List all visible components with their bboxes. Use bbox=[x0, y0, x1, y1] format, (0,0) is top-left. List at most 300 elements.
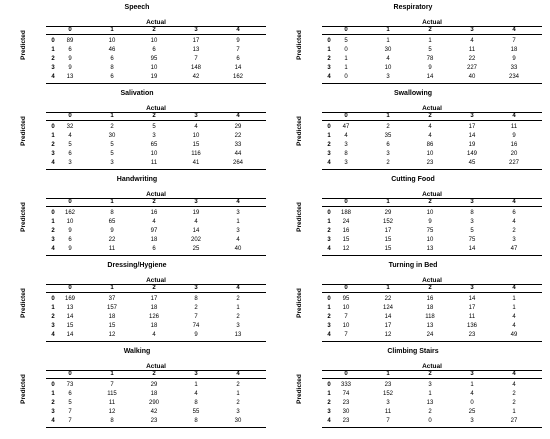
matrix-cell: 3 bbox=[344, 160, 348, 166]
confusion-matrix-panel bbox=[8, 261, 266, 343]
matrix-cell: 4 bbox=[512, 323, 516, 329]
matrix-cell: 17 bbox=[468, 124, 476, 130]
matrix-cell: 4 bbox=[512, 382, 516, 388]
matrix-cell: 17 bbox=[192, 38, 200, 44]
matrix-cell: 1 bbox=[470, 382, 474, 388]
matrix-cell: 47 bbox=[342, 124, 350, 130]
matrix-cell: 2 bbox=[236, 400, 240, 406]
matrix-cell: 7 bbox=[194, 56, 198, 62]
matrix-cell: 264 bbox=[232, 160, 243, 166]
matrix-cell: 2 bbox=[236, 296, 240, 302]
matrix-cell: 8 bbox=[110, 210, 114, 216]
matrix-cell: 13 bbox=[234, 332, 242, 338]
matrix-cell: 15 bbox=[66, 323, 74, 329]
matrix-cell: 18 bbox=[108, 314, 116, 320]
matrix-cell: 0 bbox=[344, 74, 348, 80]
confusion-matrix-panel bbox=[8, 3, 266, 85]
matrix-cell: 5 bbox=[68, 142, 72, 148]
matrix-cell: 42 bbox=[192, 74, 200, 80]
predicted-class-label: 4 bbox=[51, 332, 55, 338]
actual-class-header: 1 bbox=[386, 27, 390, 33]
predicted-class-label: 1 bbox=[51, 305, 55, 311]
matrix-cell: 188 bbox=[340, 210, 351, 216]
matrix-cell: 20 bbox=[510, 151, 518, 157]
matrix-cell: 7 bbox=[194, 314, 198, 320]
matrix-cell: 8 bbox=[194, 296, 198, 302]
matrix-cell: 3 bbox=[110, 160, 114, 166]
actual-class-header: 0 bbox=[344, 27, 348, 33]
predicted-class-label: 2 bbox=[51, 228, 55, 234]
actual-class-header: 1 bbox=[110, 371, 114, 377]
predicted-class-label: 4 bbox=[327, 246, 331, 252]
predicted-class-label: 4 bbox=[51, 418, 55, 424]
predicted-axis-label: Predicted bbox=[20, 374, 27, 404]
matrix-cell: 9 bbox=[68, 246, 72, 252]
matrix-cell: 2 bbox=[386, 160, 390, 166]
confusion-matrix-panel bbox=[284, 175, 542, 257]
actual-class-header: 1 bbox=[386, 371, 390, 377]
matrix-cell: 14 bbox=[66, 314, 74, 320]
matrix-cell: 4 bbox=[152, 219, 156, 225]
matrix-cell: 7 bbox=[386, 418, 390, 424]
matrix-cell: 6 bbox=[68, 151, 72, 157]
matrix-cell: 14 bbox=[468, 246, 476, 252]
matrix-cell: 13 bbox=[426, 323, 434, 329]
matrix-cell: 78 bbox=[426, 56, 434, 62]
predicted-class-label: 1 bbox=[51, 133, 55, 139]
matrix-cell: 4 bbox=[236, 237, 240, 243]
header-rule bbox=[46, 292, 266, 293]
matrix-cell: 3 bbox=[344, 142, 348, 148]
matrix-cell: 10 bbox=[426, 237, 434, 243]
header-rule bbox=[322, 120, 542, 121]
predicted-class-label: 0 bbox=[51, 382, 55, 388]
matrix-cell: 10 bbox=[150, 65, 158, 71]
matrix-cell: 22 bbox=[108, 237, 116, 243]
matrix-cell: 2 bbox=[512, 400, 516, 406]
matrix-cell: 22 bbox=[468, 56, 476, 62]
predicted-class-label: 2 bbox=[51, 314, 55, 320]
matrix-cell: 32 bbox=[66, 124, 74, 130]
matrix-cell: 27 bbox=[510, 418, 518, 424]
matrix-cell: 22 bbox=[384, 296, 392, 302]
matrix-cell: 1 bbox=[512, 409, 516, 415]
actual-class-header: 2 bbox=[428, 113, 432, 119]
matrix-cell: 45 bbox=[468, 160, 476, 166]
matrix-cell: 11 bbox=[108, 246, 116, 252]
header-rule bbox=[46, 34, 266, 35]
matrix-cell: 1 bbox=[386, 38, 390, 44]
predicted-axis-label: Predicted bbox=[296, 288, 303, 318]
panel-title: Speech bbox=[124, 4, 150, 11]
actual-axis-label: Actual bbox=[146, 191, 166, 198]
matrix-cell: 5 bbox=[110, 151, 114, 157]
matrix-cell: 6 bbox=[152, 47, 156, 53]
matrix-cell: 5 bbox=[68, 400, 72, 406]
predicted-class-label: 4 bbox=[327, 332, 331, 338]
matrix-cell: 162 bbox=[232, 74, 243, 80]
predicted-class-label: 2 bbox=[51, 142, 55, 148]
matrix-cell: 6 bbox=[110, 74, 114, 80]
predicted-class-label: 2 bbox=[327, 56, 331, 62]
predicted-class-label: 2 bbox=[327, 400, 331, 406]
matrix-cell: 7 bbox=[68, 409, 72, 415]
matrix-cell: 16 bbox=[510, 142, 518, 148]
matrix-cell: 30 bbox=[234, 418, 242, 424]
matrix-cell: 95 bbox=[150, 56, 158, 62]
matrix-cell: 1 bbox=[236, 305, 240, 311]
matrix-cell: 18 bbox=[150, 391, 158, 397]
matrix-cell: 126 bbox=[148, 314, 159, 320]
matrix-cell: 4 bbox=[194, 391, 198, 397]
matrix-cell: 6 bbox=[68, 391, 72, 397]
predicted-class-label: 0 bbox=[327, 38, 331, 44]
table-bottom-rule bbox=[46, 169, 266, 170]
actual-class-header: 2 bbox=[152, 285, 156, 291]
actual-axis-label: Actual bbox=[422, 105, 442, 112]
matrix-cell: 11 bbox=[468, 47, 476, 53]
predicted-class-label: 3 bbox=[327, 65, 331, 71]
actual-class-header: 4 bbox=[512, 285, 516, 291]
actual-class-header: 3 bbox=[470, 371, 474, 377]
matrix-cell: 14 bbox=[468, 133, 476, 139]
matrix-cell: 10 bbox=[342, 305, 350, 311]
actual-class-header: 0 bbox=[344, 285, 348, 291]
actual-class-header: 2 bbox=[428, 371, 432, 377]
matrix-cell: 14 bbox=[66, 332, 74, 338]
actual-axis-label: Actual bbox=[146, 277, 166, 284]
predicted-class-label: 2 bbox=[51, 56, 55, 62]
matrix-cell: 8 bbox=[110, 65, 114, 71]
matrix-cell: 0 bbox=[344, 47, 348, 53]
matrix-cell: 3 bbox=[236, 228, 240, 234]
matrix-cell: 10 bbox=[150, 38, 158, 44]
matrix-cell: 16 bbox=[150, 210, 158, 216]
actual-class-header: 3 bbox=[470, 285, 474, 291]
matrix-cell: 9 bbox=[428, 65, 432, 71]
predicted-class-label: 4 bbox=[51, 246, 55, 252]
matrix-cell: 3 bbox=[386, 400, 390, 406]
matrix-cell: 1 bbox=[194, 382, 198, 388]
predicted-axis-label: Predicted bbox=[20, 116, 27, 146]
matrix-cell: 29 bbox=[234, 124, 242, 130]
table-bottom-rule bbox=[322, 83, 542, 84]
actual-class-header: 3 bbox=[470, 113, 474, 119]
panel-title: Salivation bbox=[120, 90, 154, 97]
confusion-matrix-panel bbox=[8, 89, 266, 171]
matrix-cell: 10 bbox=[426, 210, 434, 216]
predicted-axis-label: Predicted bbox=[296, 116, 303, 146]
matrix-cell: 47 bbox=[510, 246, 518, 252]
matrix-cell: 17 bbox=[384, 323, 392, 329]
actual-class-header: 0 bbox=[68, 199, 72, 205]
matrix-cell: 4 bbox=[194, 124, 198, 130]
actual-class-header: 1 bbox=[386, 199, 390, 205]
matrix-cell: 0 bbox=[428, 418, 432, 424]
matrix-cell: 12 bbox=[384, 332, 392, 338]
matrix-cell: 4 bbox=[194, 219, 198, 225]
matrix-cell: 5 bbox=[344, 38, 348, 44]
actual-class-header: 0 bbox=[68, 371, 72, 377]
actual-class-header: 3 bbox=[194, 27, 198, 33]
matrix-cell: 40 bbox=[468, 74, 476, 80]
matrix-cell: 136 bbox=[466, 323, 477, 329]
matrix-cell: 152 bbox=[382, 391, 393, 397]
matrix-cell: 10 bbox=[342, 323, 350, 329]
matrix-cell: 3 bbox=[386, 74, 390, 80]
table-bottom-rule bbox=[322, 169, 542, 170]
matrix-cell: 17 bbox=[384, 228, 392, 234]
predicted-class-label: 4 bbox=[327, 74, 331, 80]
matrix-cell: 40 bbox=[234, 246, 242, 252]
matrix-cell: 227 bbox=[466, 65, 477, 71]
matrix-cell: 30 bbox=[342, 409, 350, 415]
matrix-cell: 33 bbox=[234, 142, 242, 148]
matrix-cell: 65 bbox=[108, 219, 116, 225]
matrix-cell: 19 bbox=[468, 142, 476, 148]
matrix-cell: 30 bbox=[384, 47, 392, 53]
predicted-class-label: 3 bbox=[51, 65, 55, 71]
matrix-cell: 7 bbox=[68, 418, 72, 424]
table-bottom-rule bbox=[322, 341, 542, 342]
matrix-cell: 11 bbox=[150, 160, 158, 166]
actual-axis-label: Actual bbox=[146, 363, 166, 370]
actual-class-header: 4 bbox=[236, 371, 240, 377]
actual-class-header: 2 bbox=[152, 113, 156, 119]
matrix-cell: 10 bbox=[426, 151, 434, 157]
matrix-cell: 1 bbox=[344, 65, 348, 71]
matrix-cell: 4 bbox=[428, 124, 432, 130]
matrix-cell: 18 bbox=[426, 305, 434, 311]
actual-axis-label: Actual bbox=[146, 19, 166, 26]
matrix-cell: 33 bbox=[510, 65, 518, 71]
predicted-class-label: 1 bbox=[327, 305, 331, 311]
actual-class-header: 3 bbox=[194, 199, 198, 205]
matrix-cell: 19 bbox=[150, 74, 158, 80]
predicted-class-label: 1 bbox=[327, 219, 331, 225]
matrix-cell: 2 bbox=[512, 228, 516, 234]
matrix-cell: 6 bbox=[68, 47, 72, 53]
actual-class-header: 0 bbox=[344, 199, 348, 205]
matrix-cell: 152 bbox=[382, 219, 393, 225]
matrix-cell: 3 bbox=[236, 210, 240, 216]
matrix-cell: 9 bbox=[428, 219, 432, 225]
matrix-cell: 234 bbox=[508, 74, 519, 80]
actual-axis-label: Actual bbox=[146, 105, 166, 112]
panel-title: Walking bbox=[123, 348, 151, 355]
actual-class-header: 0 bbox=[68, 27, 72, 33]
predicted-class-label: 4 bbox=[51, 74, 55, 80]
matrix-cell: 9 bbox=[68, 228, 72, 234]
matrix-cell: 12 bbox=[108, 409, 116, 415]
predicted-class-label: 3 bbox=[327, 237, 331, 243]
matrix-cell: 4 bbox=[470, 38, 474, 44]
matrix-cell: 1 bbox=[236, 219, 240, 225]
matrix-cell: 15 bbox=[192, 142, 200, 148]
matrix-cell: 7 bbox=[344, 332, 348, 338]
predicted-axis-label: Predicted bbox=[20, 30, 27, 60]
matrix-cell: 14 bbox=[192, 228, 200, 234]
actual-class-header: 1 bbox=[110, 113, 114, 119]
matrix-cell: 4 bbox=[512, 219, 516, 225]
predicted-class-label: 0 bbox=[51, 124, 55, 130]
matrix-cell: 13 bbox=[426, 246, 434, 252]
predicted-class-label: 4 bbox=[327, 418, 331, 424]
matrix-cell: 23 bbox=[342, 418, 350, 424]
actual-class-header: 4 bbox=[512, 199, 516, 205]
matrix-cell: 6 bbox=[386, 142, 390, 148]
matrix-cell: 157 bbox=[106, 305, 117, 311]
matrix-cell: 9 bbox=[512, 133, 516, 139]
matrix-cell: 10 bbox=[108, 38, 116, 44]
header-rule bbox=[322, 378, 542, 379]
matrix-cell: 162 bbox=[64, 210, 75, 216]
predicted-class-label: 3 bbox=[327, 323, 331, 329]
matrix-cell: 2 bbox=[512, 391, 516, 397]
matrix-cell: 17 bbox=[468, 305, 476, 311]
predicted-axis-label: Predicted bbox=[20, 202, 27, 232]
predicted-class-label: 2 bbox=[327, 228, 331, 234]
matrix-cell: 3 bbox=[236, 323, 240, 329]
matrix-cell: 8 bbox=[344, 151, 348, 157]
matrix-cell: 65 bbox=[150, 142, 158, 148]
matrix-cell: 42 bbox=[150, 409, 158, 415]
matrix-cell: 97 bbox=[150, 228, 158, 234]
matrix-cell: 3 bbox=[152, 133, 156, 139]
matrix-cell: 9 bbox=[512, 56, 516, 62]
matrix-cell: 14 bbox=[234, 65, 242, 71]
matrix-cell: 10 bbox=[192, 133, 200, 139]
matrix-cell: 4 bbox=[68, 133, 72, 139]
matrix-cell: 333 bbox=[340, 382, 351, 388]
actual-class-header: 2 bbox=[152, 27, 156, 33]
header-rule bbox=[46, 378, 266, 379]
confusion-matrix-panel bbox=[284, 89, 542, 171]
matrix-cell: 41 bbox=[192, 160, 200, 166]
matrix-cell: 25 bbox=[468, 409, 476, 415]
matrix-cell: 3 bbox=[470, 418, 474, 424]
matrix-cell: 1 bbox=[512, 305, 516, 311]
matrix-cell: 23 bbox=[468, 332, 476, 338]
matrix-cell: 75 bbox=[426, 228, 434, 234]
matrix-cell: 0 bbox=[470, 400, 474, 406]
table-bottom-rule bbox=[46, 83, 266, 84]
matrix-cell: 46 bbox=[108, 47, 116, 53]
matrix-cell: 15 bbox=[384, 246, 392, 252]
matrix-cell: 124 bbox=[382, 305, 393, 311]
predicted-class-label: 2 bbox=[51, 400, 55, 406]
matrix-cell: 3 bbox=[428, 382, 432, 388]
predicted-class-label: 1 bbox=[327, 133, 331, 139]
actual-class-header: 1 bbox=[386, 113, 390, 119]
header-rule bbox=[322, 292, 542, 293]
matrix-cell: 7 bbox=[110, 382, 114, 388]
matrix-cell: 2 bbox=[236, 314, 240, 320]
matrix-cell: 1 bbox=[428, 38, 432, 44]
confusion-matrix-panel bbox=[284, 3, 542, 85]
actual-class-header: 2 bbox=[428, 285, 432, 291]
matrix-cell: 23 bbox=[426, 160, 434, 166]
matrix-cell: 10 bbox=[384, 65, 392, 71]
actual-class-header: 4 bbox=[512, 27, 516, 33]
actual-class-header: 2 bbox=[152, 371, 156, 377]
predicted-class-label: 4 bbox=[327, 160, 331, 166]
matrix-cell: 4 bbox=[512, 314, 516, 320]
matrix-cell: 5 bbox=[110, 142, 114, 148]
predicted-class-label: 0 bbox=[327, 124, 331, 130]
matrix-cell: 13 bbox=[66, 74, 74, 80]
panel-title: Dressing/Hygiene bbox=[107, 262, 167, 269]
matrix-cell: 6 bbox=[152, 246, 156, 252]
matrix-cell: 8 bbox=[194, 418, 198, 424]
panel-title: Respiratory bbox=[393, 4, 433, 11]
matrix-cell: 9 bbox=[68, 56, 72, 62]
actual-class-header: 1 bbox=[110, 27, 114, 33]
actual-class-header: 3 bbox=[194, 113, 198, 119]
actual-class-header: 3 bbox=[470, 27, 474, 33]
matrix-cell: 227 bbox=[508, 160, 519, 166]
panel-title: Swallowing bbox=[393, 90, 433, 97]
header-rule bbox=[46, 206, 266, 207]
table-bottom-rule bbox=[322, 427, 542, 428]
predicted-class-label: 2 bbox=[327, 142, 331, 148]
actual-class-header: 0 bbox=[344, 113, 348, 119]
matrix-cell: 86 bbox=[426, 142, 434, 148]
matrix-cell: 11 bbox=[468, 314, 476, 320]
predicted-axis-label: Predicted bbox=[20, 288, 27, 318]
matrix-cell: 7 bbox=[512, 38, 516, 44]
matrix-cell: 2 bbox=[194, 305, 198, 311]
matrix-cell: 3 bbox=[386, 151, 390, 157]
predicted-class-label: 3 bbox=[51, 151, 55, 157]
actual-class-header: 0 bbox=[68, 113, 72, 119]
matrix-cell: 4 bbox=[386, 56, 390, 62]
matrix-cell: 6 bbox=[236, 56, 240, 62]
matrix-cell: 4 bbox=[428, 133, 432, 139]
actual-axis-label: Actual bbox=[422, 277, 442, 284]
matrix-cell: 9 bbox=[236, 38, 240, 44]
matrix-cell: 30 bbox=[108, 133, 116, 139]
predicted-class-label: 3 bbox=[51, 323, 55, 329]
matrix-cell: 16 bbox=[342, 228, 350, 234]
matrix-cell: 24 bbox=[426, 332, 434, 338]
matrix-cell: 3 bbox=[512, 237, 516, 243]
matrix-cell: 1 bbox=[428, 391, 432, 397]
actual-class-header: 4 bbox=[512, 113, 516, 119]
matrix-cell: 149 bbox=[466, 151, 477, 157]
matrix-cell: 169 bbox=[64, 296, 75, 302]
matrix-cell: 29 bbox=[150, 382, 158, 388]
matrix-cell: 12 bbox=[342, 246, 350, 252]
actual-class-header: 1 bbox=[386, 285, 390, 291]
matrix-cell: 4 bbox=[470, 391, 474, 397]
predicted-class-label: 0 bbox=[51, 296, 55, 302]
actual-class-header: 4 bbox=[236, 285, 240, 291]
matrix-cell: 148 bbox=[190, 65, 201, 71]
matrix-cell: 15 bbox=[384, 237, 392, 243]
matrix-cell: 11 bbox=[510, 124, 518, 130]
matrix-cell: 1 bbox=[344, 56, 348, 62]
actual-class-header: 4 bbox=[512, 371, 516, 377]
matrix-cell: 23 bbox=[150, 418, 158, 424]
predicted-class-label: 1 bbox=[327, 47, 331, 53]
matrix-cell: 23 bbox=[384, 382, 392, 388]
matrix-cell: 9 bbox=[110, 228, 114, 234]
matrix-cell: 55 bbox=[192, 409, 200, 415]
matrix-cell: 14 bbox=[426, 74, 434, 80]
predicted-class-label: 0 bbox=[51, 38, 55, 44]
actual-axis-label: Actual bbox=[422, 19, 442, 26]
